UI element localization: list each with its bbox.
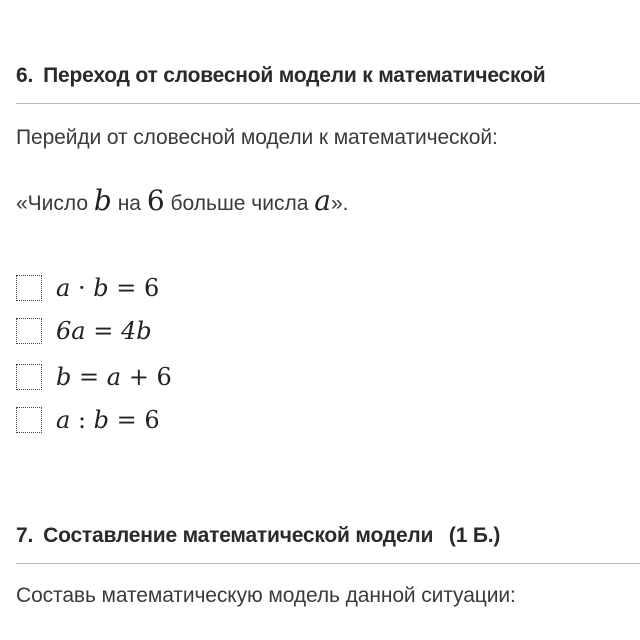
option-3-checkbox[interactable] (16, 364, 42, 390)
statement-close: ». (330, 192, 349, 215)
answer-option-3[interactable] (16, 362, 172, 392)
statement-var-b: b (93, 184, 112, 217)
option-4-text: a : b = 6 (56, 406, 160, 434)
question-7-title-text: Составление математической модели (43, 524, 434, 547)
option-4-checkbox[interactable] (16, 407, 42, 433)
option-2-text: 6a = 4b (56, 317, 152, 345)
question-6-title-text: Переход от словесной модели к математической (43, 64, 546, 87)
question-6-number: 6. (16, 64, 34, 87)
option-3-text: b = a + 6 (56, 363, 172, 391)
statement-mid1: на (117, 192, 141, 215)
question-7-points: (1 Б.) (448, 524, 501, 547)
answer-option-4[interactable] (16, 405, 160, 435)
statement-number: 6 (146, 184, 165, 217)
question-7-title (16, 524, 500, 548)
statement-open: «Число (16, 192, 89, 215)
statement-mid2: больше числа (170, 192, 309, 215)
option-2-checkbox[interactable] (16, 318, 42, 344)
question-7-number: 7. (16, 524, 34, 547)
answer-option-2[interactable] (16, 316, 152, 346)
option-1-checkbox[interactable] (16, 275, 42, 301)
question-6-statement (16, 184, 348, 217)
question-6-prompt: Перейди от словесной модели к математической: (16, 126, 498, 149)
question-6-title (16, 64, 545, 88)
option-1-text: a · b = 6 (56, 274, 160, 302)
question-7-prompt: Составь математическую модель данной ситуации: (16, 584, 516, 607)
question-6-divider (16, 103, 640, 104)
statement-var-a: a (314, 184, 331, 217)
answer-option-1[interactable] (16, 273, 159, 303)
question-7-divider (16, 563, 640, 564)
